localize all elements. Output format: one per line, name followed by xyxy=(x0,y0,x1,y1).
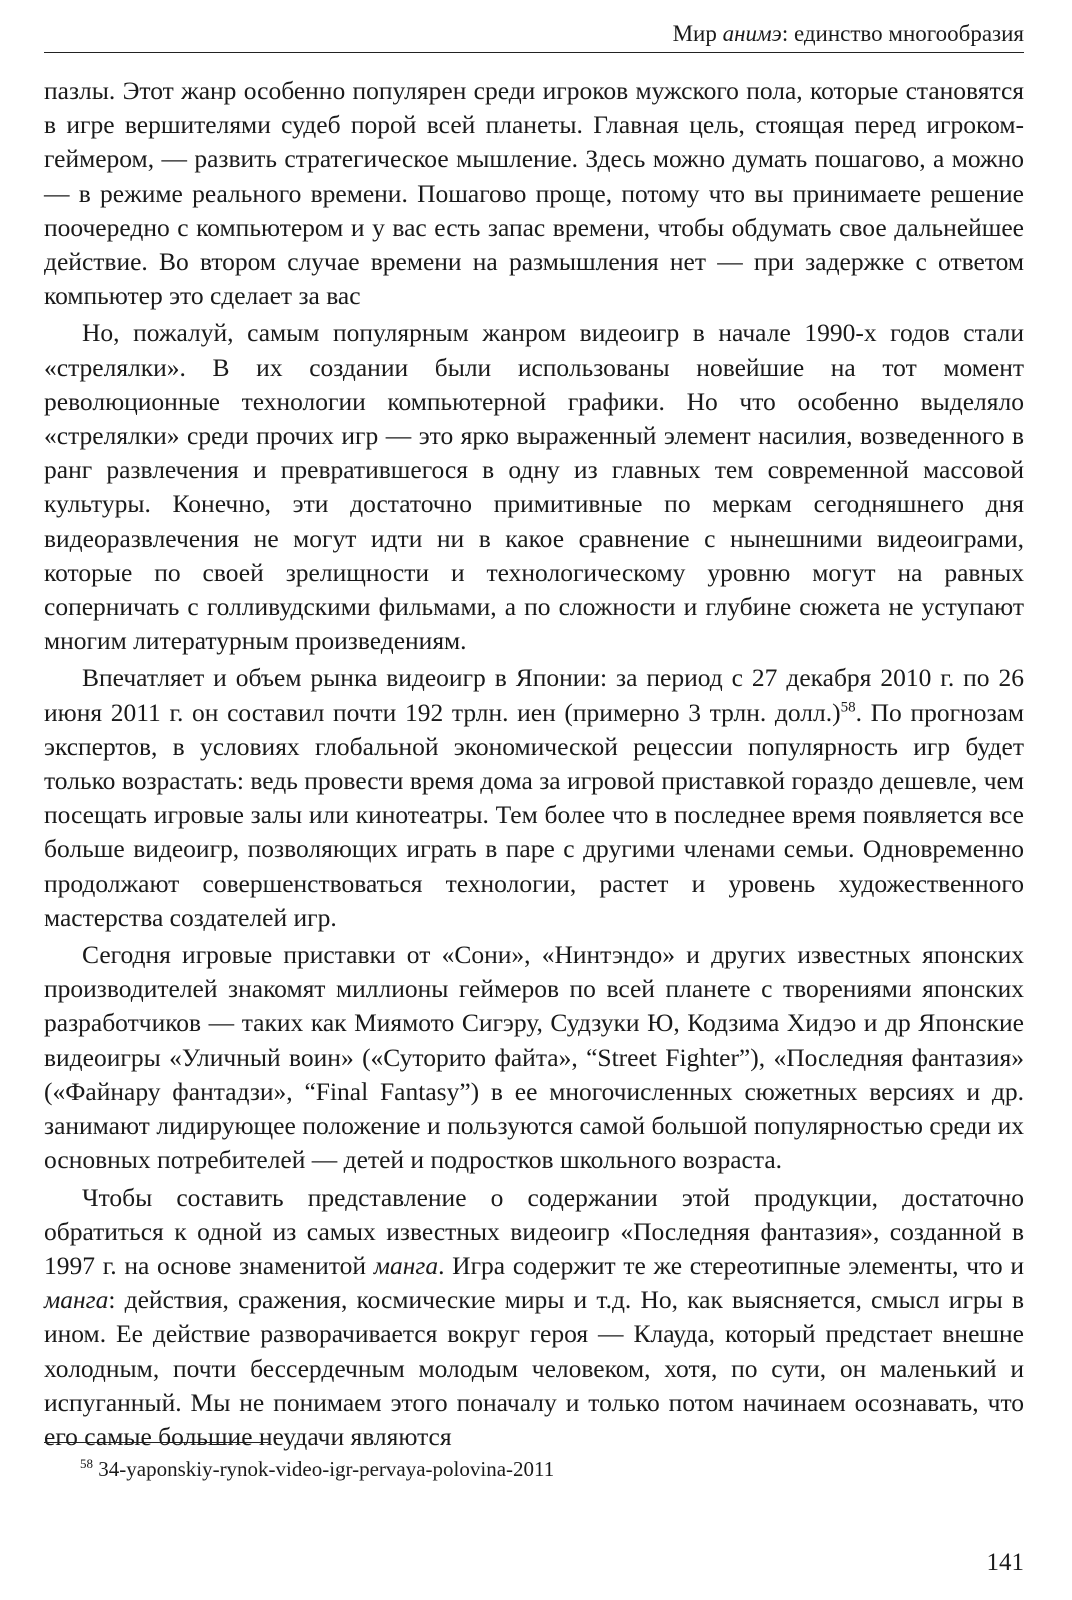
paragraph-5-part-b: . Игра содержит те же стереотипные элементы, что и xyxy=(438,1250,1024,1280)
body-text xyxy=(44,74,1024,1457)
paragraph-1: пазлы. Этот жанр особенно популярен среди игроков мужского пола, которые становятся в игре вершителями судеб порой всей планеты. Главная цель, стоящая перед игроком-геймером, — развить стратегическое мышление. Здесь можно думать пошагово, а можно — в режиме реального времени. Пошагово проще, потому что вы принимаете решение поочередно с компьютером и у вас есть запас времени, чтобы обдумать свое дальнейшее действие. Во втором случае времени на размышления нет — при задержке с ответом компьютер это сделает за вас xyxy=(44,76,1024,311)
footnote-number: 58 xyxy=(80,1456,93,1471)
footnote-text: 34-yaponskiy-rynok-video-igr-pervaya-polovina-2011 xyxy=(93,1457,555,1481)
paragraph-2: Но, пожалуй, самым популярным жанром видеоигр в начале 1990-х годов стали «стрелялки». В их создании были использованы новейшие на тот момент революционные технологии компьютерной графики. Но что особенно выделяло «стрелялки» среди прочих игр — это ярко выраженный элемент насилия, возведенного в ранг развлечения и превратившегося в одну из главных тем современной массовой культуры. Конечно, эти достаточно примитивные по меркам сегодняшнего дня видеоразвлечения не могут идти ни в какое сравнение с нынешними видеоиграми, которые по своей зрелищности и технологическому уровню могут на равных соперничать с голливудскими фильмами, а по сложности и глубине сюжета не уступают многим литературным произведениям. xyxy=(44,318,1024,656)
footnote-divider xyxy=(44,1442,268,1443)
paragraph-4: Сегодня игровые приставки от «Сони», «Нинтэндо» и других известных японских производителей знакомят миллионы геймеров по всей планете с творениями японских разработчиков — таких как Миямото Сигэру, Судзуки Ю, Кодзима Хидэо и др Японские видеоигры «Уличный воин» («Суторито файта», “Street Fighter”), «Последняя фантазия» («Файнару фантадзи», “Final Fantasy”) в ее многочисленных сюжетных версиях и др. занимают лидирующее положение и пользуются самой большой популярностью среди их основных потребителей — детей и подростков школьного возраста. xyxy=(44,940,1024,1175)
footnote xyxy=(80,1456,554,1482)
header-text-italic: анимэ xyxy=(722,21,782,46)
header-text-suffix: : единство многообразия xyxy=(781,21,1024,46)
running-header xyxy=(44,20,1024,53)
paragraph-5 xyxy=(44,1181,1024,1455)
paragraph-3 xyxy=(44,661,1024,935)
paragraph-5-part-a: Чтобы составить представление о содержании этой продукции, достаточно обратиться к одной из самых известных видеоигр «Последняя фантазия», созданной в 1997 г. на основе знаменитой xyxy=(44,1182,1024,1280)
footnote-reference-58[interactable]: 58 xyxy=(840,699,856,716)
paragraph-3-part-a: Впечатляет и объем рынка видеоигр в Японии: за период с 27 декабря 2010 г. по 26 июня 2011 г. он составил почти 192 трлн. иен (примерно 3 трлн. долл.) xyxy=(44,663,1024,727)
paragraph-5-italic-term-1: манга xyxy=(373,1250,439,1280)
page-number: 141 xyxy=(986,1549,1024,1576)
header-text-prefix: Мир xyxy=(672,21,723,46)
paragraph-5-italic-term-2: манга xyxy=(44,1285,109,1315)
paragraph-3-part-b: . По прогнозам экспертов, в условиях глобальной экономической рецессии популярность игр будет только возрастать: ведь провести время дома за игровой приставкой гораздо дешевле, чем посещать игровые залы или кинотеатры. Тем более что в последнее время появляется все больше видеоигр, позволяющих играть в паре с другими членами семьи. Одновременно продолжают совершенствоваться технологии, растет и уровень художественного мастерства создателей игр. xyxy=(44,697,1024,932)
paragraph-5-part-c: : действия, сражения, космические миры и т.д. Но, как выясняется, смысл игры в ином. Ее действие разворачивается вокруг героя — Клауда, который предстает внешне холодным, почти бессердечным молодым человеком, хотя, по сути, он маленький и испуганный. Мы не понимаем этого поначалу и только потом начинаем осознавать, что его самые большие неудачи являются xyxy=(44,1285,1024,1451)
